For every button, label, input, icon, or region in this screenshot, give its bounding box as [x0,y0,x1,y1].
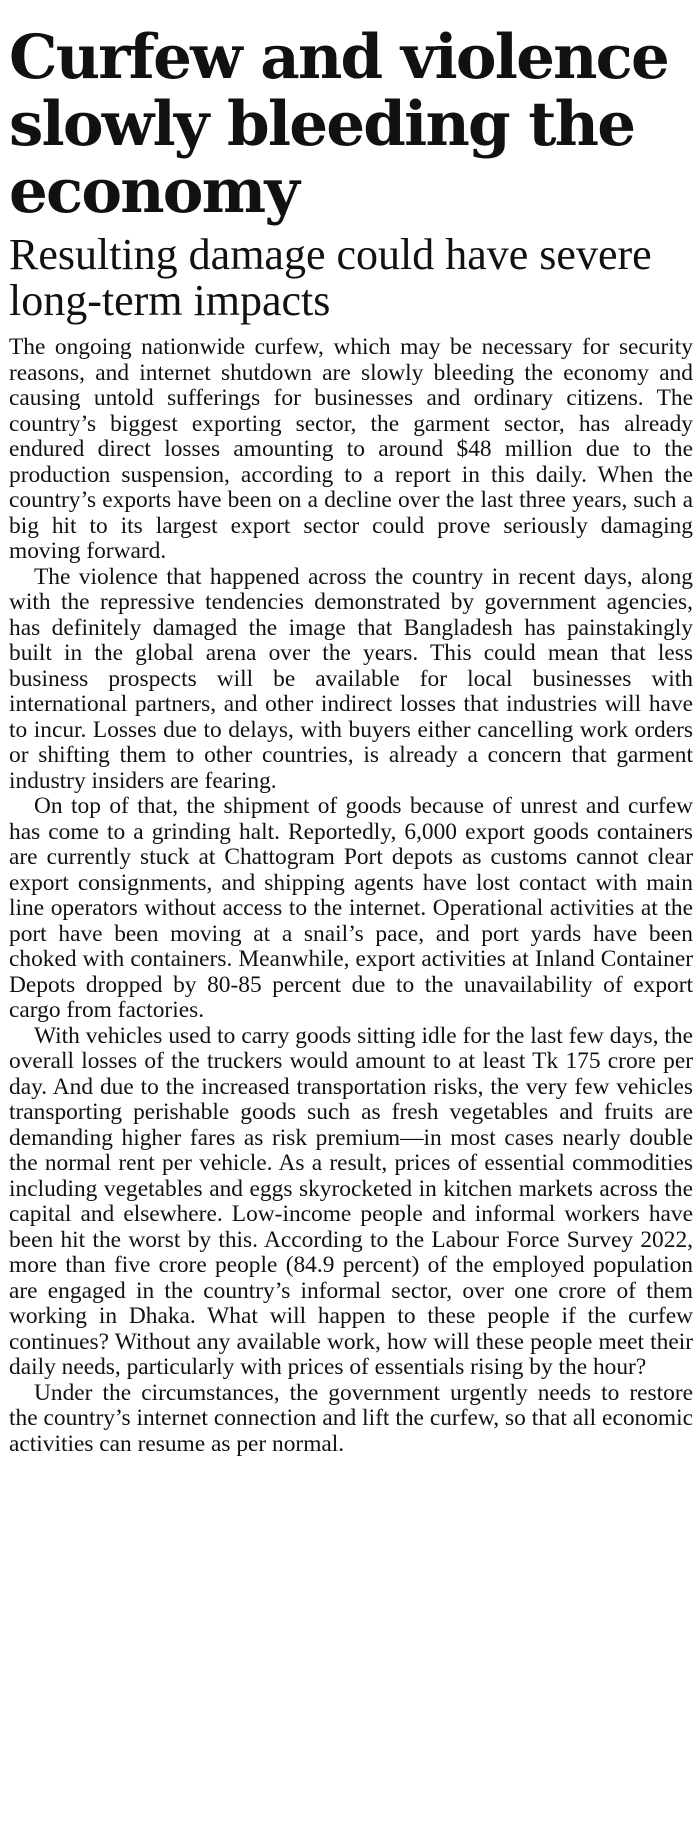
paragraph-1: The ongoing nationwide curfew, which may be necessary for security reasons, and internet shutdown are slowly bleeding the economy and causing untold sufferings for businesses and ordinary citizens. The country’s biggest exporting sector, the garment sector, has already endured direct losses amounting to around $48 million due to the production suspension, according to a report in this daily. When the country’s exports have been on a decline over the last three years, such a big hit to its largest export sector could prove seriously damaging moving forward. [9,334,693,564]
article-body [9,335,693,1457]
article [9,0,693,1457]
paragraph-3: On top of that, the shipment of goods because of unrest and curfew has come to a grinding halt. Reportedly, 6,000 export goods containers are currently stuck at Chattogram Port depots as customs cannot clear export consignments, and shipping agents have lost contact with main line operators without access to the internet. Operational activities at the port have been moving at a snail’s pace, and port yards have been choked with containers. Meanwhile, export activities at Inland Container Depots dropped by 80-85 percent due to the unavailability of export cargo from factories. [9,793,693,1023]
paragraph-4: With vehicles used to carry goods sitting idle for the last few days, the overall losses of the truckers would amount to at least Tk 175 crore per day. And due to the increased transportation risks, the very few vehicles transporting perishable goods such as fresh vegetables and fruits are demanding higher fares as risk premium—in most cases nearly double the normal rent per vehicle. As a result, prices of essential commodities including vegetables and eggs skyrocketed in kitchen markets across the capital and elsewhere. Low-income people and informal workers have been hit the worst by this. According to the Labour Force Survey 2022, more than five crore people (84.9 percent) of the employed population are engaged in the country’s informal sector, over one crore of them working in Dhaka. What will happen to these people if the curfew continues? Without any available work, how will these people meet their daily needs, particularly with prices of essentials rising by the hour? [9,1022,693,1380]
headline: Curfew and violence slowly bleeding the economy [9,22,668,227]
subheadline: Resulting damage could have severe long-term impacts [9,230,652,325]
paragraph-2: The violence that happened across the country in recent days, along with the repressive tendencies demonstrated by government agencies, has definitely damaged the image that Bangladesh has painstakingly built in the global arena over the years. This could mean that less business prospects will be available for local businesses with international partners, and other indirect losses that industries will have to incur. Losses due to delays, with buyers either cancelling work orders or shifting them to other countries, is already a concern that garment industry insiders are fearing. [9,563,693,794]
paragraph-5: Under the circumstances, the government urgently needs to restore the country’s internet connection and lift the curfew, so that all economic activities can resume as per normal. [9,1379,693,1457]
